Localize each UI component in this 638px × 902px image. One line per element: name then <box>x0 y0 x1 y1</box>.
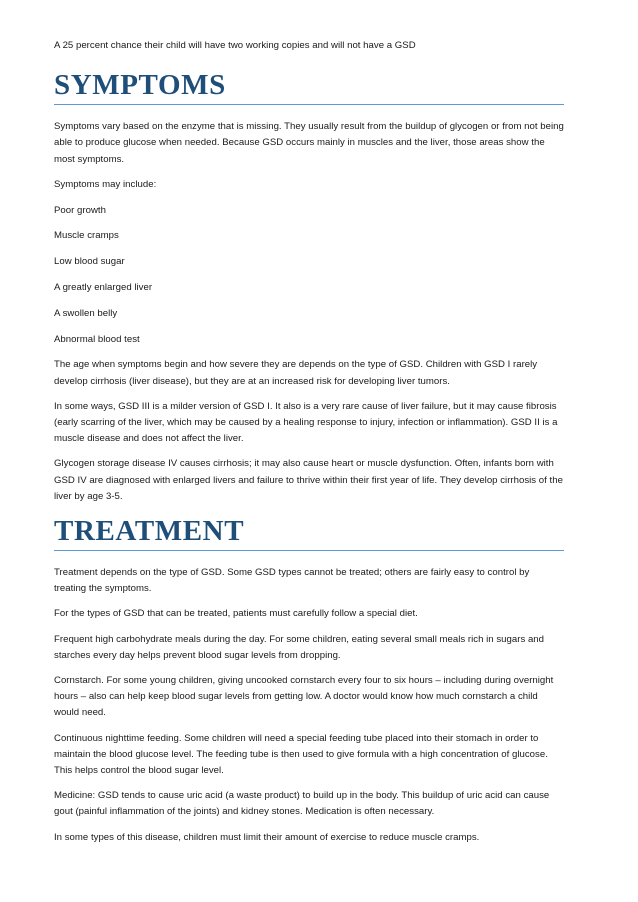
treatment-paragraph: Continuous nighttime feeding. Some children will need a special feeding tube placed into their stomach in order to maintain the blood glucose level. The feeding tube is then used to give formula with a high concentration of glucose. This helps control the blood sugar level. <box>54 732 548 777</box>
symptom-item: A swollen belly <box>54 307 118 319</box>
treatment-paragraph: For the types of GSD that can be treated, patients must carefully follow a special diet. <box>54 608 418 620</box>
symptoms-intro-paragraph: Symptoms vary based on the enzyme that is missing. They usually result from the buildup of glycogen or from not being able to produce glucose when needed. Because GSD occurs mainly in muscles and the liver, those areas show the most symptoms. <box>54 121 564 165</box>
symptoms-list-intro: Symptoms may include: <box>54 178 157 190</box>
symptom-item: Low blood sugar <box>54 256 125 268</box>
treatment-paragraph: Frequent high carbohydrate meals during the day. For some children, eating several small meals rich in sugars and starches every day helps prevent blood sugar levels from dropping. <box>54 633 545 661</box>
treatment-paragraph: Medicine: GSD tends to cause uric acid (a waste product) to build up in the body. This buildup of uric acid can cause gout (painful inflammation of the joints) and kidney stones. Medication is often necessary. <box>54 790 550 818</box>
treatment-paragraph: In some types of this disease, children must limit their amount of exercise to reduce muscle cramps. <box>54 831 480 843</box>
treatment-section-header <box>54 514 564 551</box>
symptoms-list <box>54 203 564 348</box>
symptom-item: Abnormal blood test <box>54 333 140 345</box>
symptoms-heading: SYMPTOMS <box>54 68 564 105</box>
symptoms-paragraph: Glycogen storage disease IV causes cirrhosis; it may also cause heart or muscle dysfunction. Often, infants born with GSD IV are diagnosed with enlarged livers and failure to thrive within their first year of life. They develop cirrhosis of the liver by age 3-5. <box>54 458 563 502</box>
treatment-paragraph: Treatment depends on the type of GSD. Some GSD types cannot be treated; others are fairly easy to control by treating the symptoms. <box>54 567 530 595</box>
symptom-item: A greatly enlarged liver <box>54 282 153 293</box>
treatment-heading: TREATMENT <box>54 514 564 551</box>
symptoms-section-header <box>54 68 564 105</box>
symptoms-paragraph: The age when symptoms begin and how severe they are depends on the type of GSD. Children with GSD I rarely develop cirrhosis (liver disease), but they are at an increased risk for developing liver tumors. <box>54 359 538 387</box>
treatment-paragraph: Cornstarch. For some young children, giving uncooked cornstarch every four to six hours – including during overnight hours – also can help keep blood sugar levels from getting low. A doctor would know how much cornstarch a child would need. <box>54 675 554 719</box>
symptom-item: Poor growth <box>54 204 106 216</box>
document-page <box>54 38 564 855</box>
symptom-item: Muscle cramps <box>54 230 119 242</box>
symptoms-paragraph: In some ways, GSD III is a milder version of GSD I. It also is a very rare cause of liver failure, but it may cause fibrosis (early scarring of the liver, which may be caused by a healing response to injury, infection or inflammation). GSD II is a muscle disease and does not affect the liver. <box>54 400 558 445</box>
intro-line: A 25 percent chance their child will have two working copies and will not have a GSD <box>54 40 416 51</box>
